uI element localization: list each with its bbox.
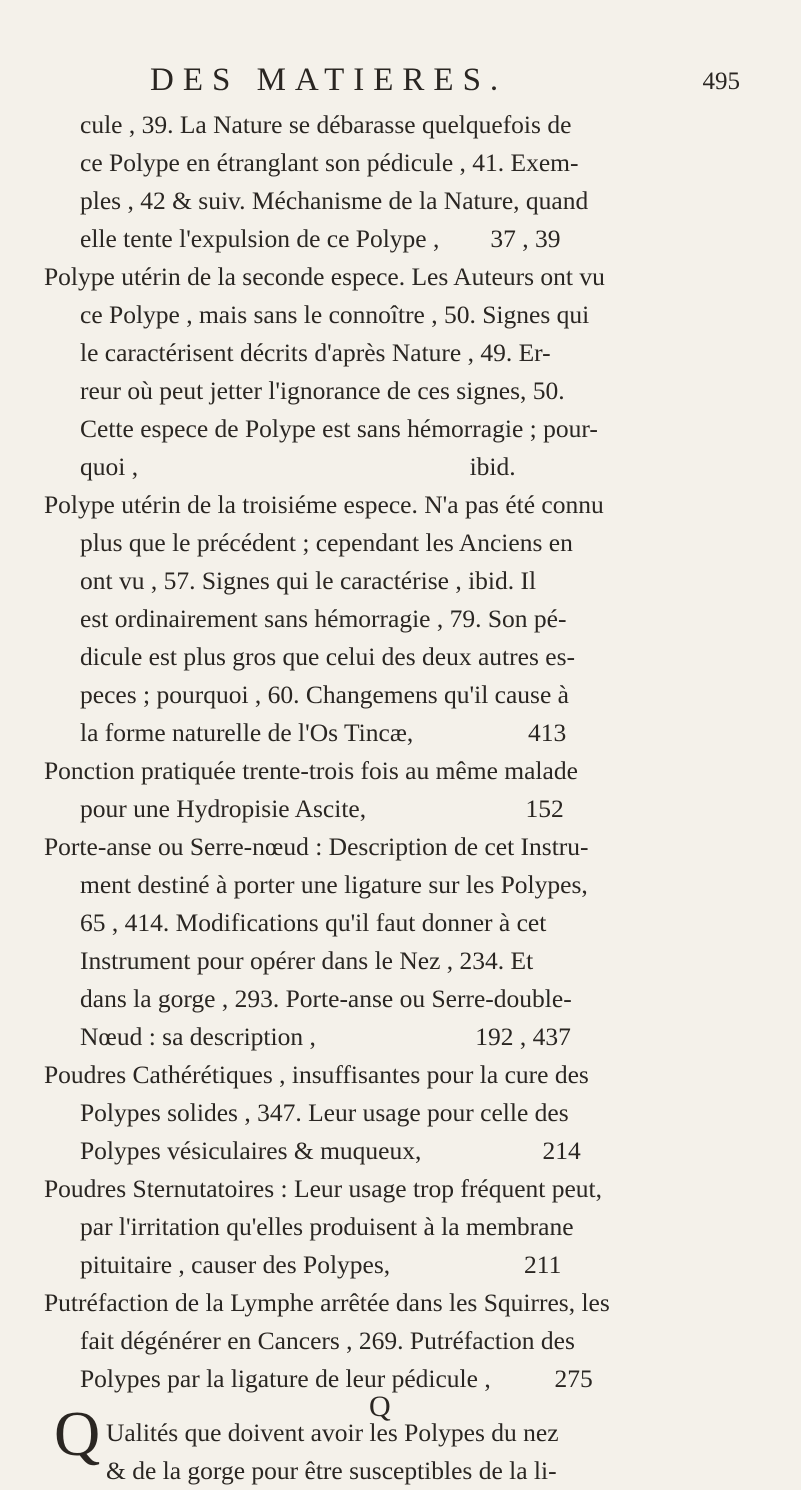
index-line: Nœud : sa description , 192 , 437	[80, 1022, 571, 1051]
index-line: quoi , ibid.	[80, 452, 516, 481]
section-q	[44, 1390, 774, 1485]
index-line: Instrument pour opérer dans le Nez , 234. Et	[80, 946, 534, 975]
index-body	[44, 106, 774, 1485]
page-number: 495	[702, 68, 740, 95]
index-line: est ordinairement sans hémorragie , 79. Son pé-	[80, 604, 567, 633]
index-line: & de la gorge pour être susceptibles de la li-	[106, 1456, 557, 1485]
index-line: plus que le précédent ; cependant les Anciens en	[80, 528, 573, 557]
index-line: ples , 42 & suiv. Méchanisme de la Nature, quand	[80, 186, 589, 215]
index-line: Cette espece de Polype est sans hémorragie ; pour-	[80, 414, 598, 443]
dropcap-letter: Q	[54, 1398, 101, 1469]
index-line: cule , 39. La Nature se débarasse quelquefois de	[80, 110, 572, 139]
index-line: reur où peut jetter l'ignorance de ces signes, 50.	[80, 376, 565, 405]
index-line: elle tente l'expulsion de ce Polype , 37 , 39	[80, 224, 561, 253]
index-line: Polypes solides , 347. Leur usage pour celle des	[80, 1098, 569, 1127]
index-line: Ponction pratiquée trente-trois fois au même malade	[44, 756, 578, 785]
index-line: ont vu , 57. Signes qui le caractérise , ibid. Il	[80, 566, 537, 595]
index-line: pituitaire , causer des Polypes, 211	[80, 1250, 562, 1279]
index-line: Poudres Cathérétiques , insuffisantes pour la cure des	[44, 1060, 589, 1089]
index-line: Poudres Sternutatoires : Leur usage trop fréquent peut,	[44, 1174, 603, 1203]
header-title: DES MATIERES.	[150, 62, 508, 98]
section-letter: Q	[369, 1390, 391, 1423]
index-line: Polype utérin de la troisiéme espece. N'a pas été connu	[44, 490, 604, 519]
index-line: Polype utérin de la seconde espece. Les Auteurs ont vu	[44, 262, 605, 291]
index-line: Putréfaction de la Lymphe arrêtée dans les Squirres, les	[44, 1288, 610, 1317]
index-line: ce Polype en étranglant son pédicule , 41. Exem-	[80, 148, 579, 177]
index-line: dans la gorge , 293. Porte-anse ou Serre-double-	[80, 984, 572, 1013]
index-line: Ualités que doivent avoir les Polypes du nez	[106, 1418, 559, 1447]
index-line: Polypes par la ligature de leur pédicule , 275	[80, 1364, 593, 1393]
index-line: 65 , 414. Modifications qu'il faut donner à cet	[80, 908, 547, 937]
index-line: par l'irritation qu'elles produisent à la membrane	[80, 1212, 574, 1241]
index-line: dicule est plus gros que celui des deux autres es-	[80, 642, 575, 671]
index-line: peces ; pourquoi , 60. Changemens qu'il cause à	[80, 680, 569, 709]
index-line: ce Polype , mais sans le connoître , 50. Signes qui	[80, 300, 590, 329]
index-line: fait dégénérer en Cancers , 269. Putréfaction des	[80, 1326, 575, 1355]
index-line: Porte-anse ou Serre-nœud : Description de cet Instru-	[44, 832, 589, 861]
running-header	[150, 62, 740, 102]
index-line: le caractérisent décrits d'après Nature , 49. Er-	[80, 338, 551, 367]
index-line: Polypes vésiculaires & muqueux, 214	[80, 1136, 581, 1165]
index-line: ment destiné à porter une ligature sur les Polypes,	[80, 870, 588, 899]
index-line: pour une Hydropisie Ascite, 152	[80, 794, 564, 823]
index-line: la forme naturelle de l'Os Tincæ, 413	[80, 718, 567, 747]
